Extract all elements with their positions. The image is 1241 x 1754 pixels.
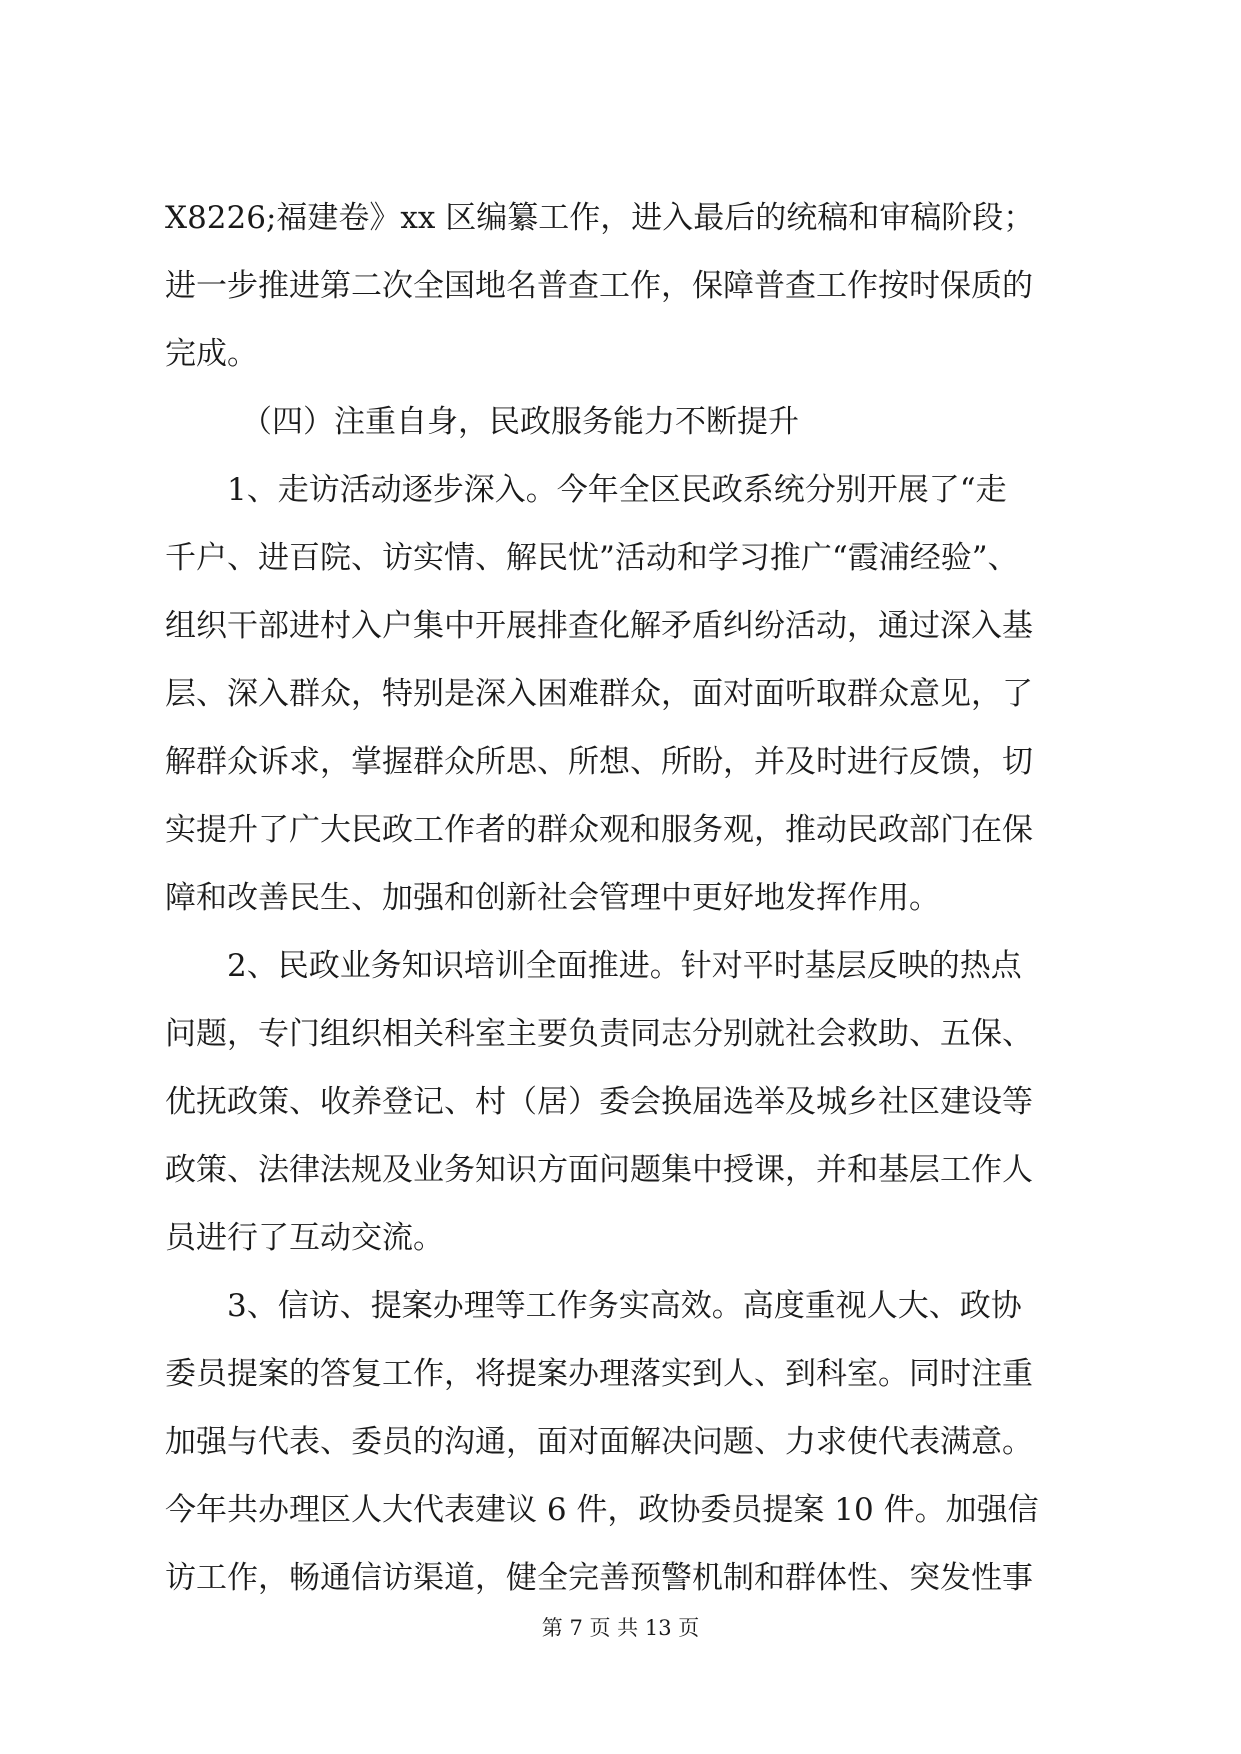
text-line: X8226;福建卷》xx 区编纂工作，进入最后的统稿和审稿阶段； xyxy=(165,200,1035,236)
text-line: 进一步推进第二次全国地名普查工作，保障普查工作按时保质的 xyxy=(165,268,1033,304)
text-line: 优抚政策、收养登记、村（居）委会换届选举及城乡社区建设等 xyxy=(165,1084,1033,1120)
text-line: 千户、进百院、访实情、解民忧”活动和学习推广“霞浦经验”、 xyxy=(165,540,1019,576)
text-line: 政策、法律法规及业务知识方面问题集中授课，并和基层工作人 xyxy=(165,1152,1033,1188)
text-line: 访工作，畅通信访渠道，健全完善预警机制和群体性、突发性事 xyxy=(165,1560,1033,1596)
section-heading: （四）注重自身，民政服务能力不断提升 xyxy=(241,404,799,440)
text-line: 层、深入群众，特别是深入困难群众，面对面听取群众意见，了 xyxy=(165,676,1033,712)
text-line: 障和改善民生、加强和创新社会管理中更好地发挥作用。 xyxy=(165,880,940,916)
text-line: 实提升了广大民政工作者的群众观和服务观，推动民政部门在保 xyxy=(165,812,1033,848)
paragraph-start: 3、信访、提案办理等工作务实高效。高度重视人大、政协 xyxy=(227,1288,1022,1324)
text-line: 加强与代表、委员的沟通，面对面解决问题、力求使代表满意。 xyxy=(165,1424,1033,1460)
paragraph-start: 1、走访活动逐步深入。今年全区民政系统分别开展了“走 xyxy=(227,472,1007,508)
text-line: 组织干部进村入户集中开展排查化解矛盾纠纷活动，通过深入基 xyxy=(165,608,1033,644)
document-body xyxy=(165,184,1085,1612)
text-line: 今年共办理区人大代表建议 6 件，政协委员提案 10 件。加强信 xyxy=(165,1492,1039,1528)
text-line: 员进行了互动交流。 xyxy=(165,1220,444,1256)
page-number-footer: 第 7 页 共 13 页 xyxy=(541,1616,700,1640)
paragraph-start: 2、民政业务知识培训全面推进。针对平时基层反映的热点 xyxy=(227,948,1022,984)
text-line: 解群众诉求，掌握群众所思、所想、所盼，并及时进行反馈，切 xyxy=(165,744,1033,780)
text-line: 完成。 xyxy=(165,336,258,372)
text-line: 委员提案的答复工作，将提案办理落实到人、到科室。同时注重 xyxy=(165,1356,1033,1392)
text-line: 问题，专门组织相关科室主要负责同志分别就社会救助、五保、 xyxy=(165,1016,1033,1052)
